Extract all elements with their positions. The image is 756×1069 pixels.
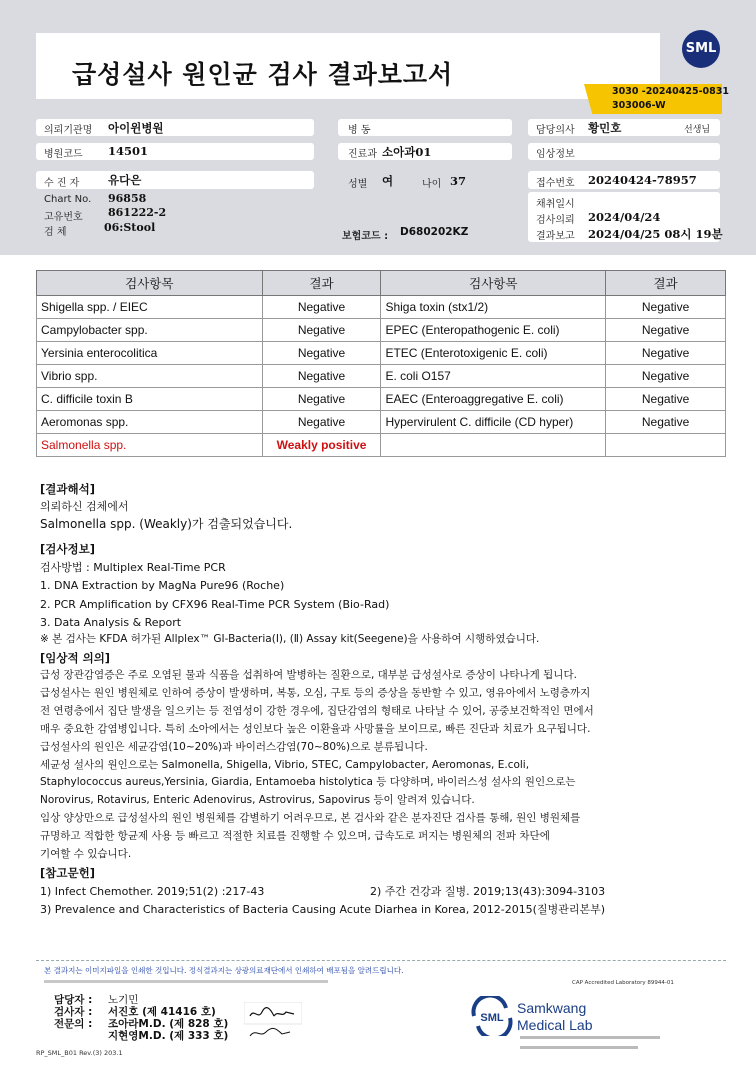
references-heading: [참고문헌] [40,866,95,880]
test-item: Yersinia enterocolitica [37,342,263,365]
doctor-label: 담당의사 [536,125,575,136]
receipt-value: 20240424-78957 [588,173,697,187]
specimen-value: 06:Stool [104,221,156,234]
form-code: RP_SML_B01 Rev.(3) 203.1 [36,1049,123,1057]
header-item: 검사항목 [381,271,606,296]
table-row-positive [37,434,726,457]
test-info-heading: [검사정보] [40,542,95,556]
clinical-meaning-text [40,667,594,864]
test-result: Negative [262,319,381,342]
test-info-line: 1. DNA Extraction by MagNa Pure96 (Roche) [40,579,285,592]
clinical-meaning-line: 기여할 수 있습니다. [40,848,132,861]
test-info-line: 2. PCR Amplification by CFX96 Real-Time PCR System (Bio-Rad) [40,598,390,611]
report-title: 급성설사 원인균 검사 결과보고서 [72,60,454,89]
clinical-meaning-line: 임상 양상만으로 급성설사의 원인 병원체를 감별하기 어려우므로, 본 검사와 같은 분자진단 검사를 통해, 원인 병원체를 [40,812,581,825]
report-code-line1: 3030 -20240425-0831 [612,86,729,97]
age-label: 나이 [422,179,442,190]
test-item [381,434,606,457]
manager-value: 노기민 [108,994,139,1006]
header-item: 검사항목 [37,271,263,296]
request-label: 검사의뢰 [536,215,575,226]
test-item: Vibrio spp. [37,365,263,388]
specialist-value: 지현영M.D. (제 333 호) [108,1030,229,1042]
receipt-label: 접수번호 [536,178,575,189]
test-item: C. difficile toxin B [37,388,263,411]
examiner-label: 검사자 : [54,1006,93,1018]
sex-value: 여 [382,174,394,188]
test-result: Negative [262,388,381,411]
clinical-meaning-line: 급성설사는 원인 병원체로 인하여 증상이 발생하며, 복통, 오심, 구토 등의 증상을 동반할 수 있고, 영유아에서 노령층까지 [40,686,591,699]
insurance-label: 보험코드 : [342,231,389,242]
table-row [37,411,726,434]
interpretation-line: 의뢰하신 검체에서 [40,500,129,513]
test-item: EPEC (Enteropathogenic E. coli) [381,319,606,342]
hospital-code-label: 병원코드 [44,149,83,160]
clinical-meaning-line: Staphylococcus aureus,Yersinia, Giardia, Entamoeba histolytica 등 다양하며, 바이러스성 설사의 원인으로는 [40,776,576,789]
fine-print [44,980,328,983]
svg-text:SML: SML [480,1012,504,1024]
hospital-code-value: 14501 [108,144,149,158]
test-result: Negative [606,365,726,388]
unique-id-label: 고유번호 [44,212,83,223]
test-result: Negative [262,365,381,388]
test-info-line: 3. Data Analysis & Report [40,616,182,629]
test-item: Hypervirulent C. difficile (CD hyper) [381,411,606,434]
test-item: E. coli O157 [381,365,606,388]
test-item: ETEC (Enterotoxigenic E. coli) [381,342,606,365]
manager-label: 담당자 : [54,994,93,1006]
table-row [37,388,726,411]
reference-item: 2) 주간 건강과 질병. 2019;13(43):3094-3103 [370,885,606,898]
test-result [606,434,726,457]
chart-no-label: Chart No. [44,194,92,205]
reference-item: 3) Prevalence and Characteristics of Bacteria Causing Acute Diarhea in Korea, 2012-2015(질병관리본부) [40,903,606,916]
clinical-meaning-line: Norovirus, Rotavirus, Enteric Adenovirus, Astrovirus, Sapovirus 등이 알려져 있습니다. [40,794,475,807]
patient-name-label: 수 진 자 [44,178,80,189]
interpretation-line: Salmonella spp. (Weakly)가 검출되었습니다. [40,517,293,531]
specimen-label: 검 체 [44,227,67,238]
clinical-meaning-heading: [임상적 의의] [40,651,111,665]
test-result: Weakly positive [262,434,381,457]
reference-item: 1) Infect Chemother. 2019;51(2) :217-43 [40,885,265,898]
cap-accreditation: CAP Accredited Laboratory 89944-01 [572,980,674,986]
test-item: Shigella spp. / EIEC [37,296,263,319]
test-result: Negative [262,342,381,365]
table-row [37,296,726,319]
dept-value: 소아과01 [382,145,432,159]
interpretation-heading: [결과해석] [40,482,95,496]
chart-no-value: 96858 [108,192,147,205]
institution-label: 의뢰기관명 [44,125,93,136]
unique-id-value: 861222-2 [108,206,167,219]
header-result: 결과 [262,271,381,296]
table-row [37,342,726,365]
test-result: Negative [606,296,726,319]
company-name: Samkwang [517,1000,587,1016]
insurance-value: D680202KZ [400,226,469,238]
samkwang-logo-icon [470,996,514,1036]
test-result: Negative [262,411,381,434]
address-text [520,1036,660,1039]
results-table-header [37,271,726,296]
collect-label: 채취일시 [536,199,575,210]
test-info-line: ※ 본 검사는 KFDA 허가된 Allplex™ GI-Bacteria(Ⅰ), (Ⅱ) Assay kit(Seegene)을 사용하여 시행하였습니다. [40,633,540,645]
clinical-meaning-line: 급성설사의 원인은 세균감염(10~20%)과 바이러스감염(70~80%)으로 분류됩니다. [40,740,428,753]
test-result: Negative [606,388,726,411]
header-result: 결과 [606,271,726,296]
company-name: Medical Lab [517,1017,593,1033]
clinical-meaning-line: 세균성 설사의 원인으로는 Salmonella, Shigella, Vibrio, STEC, Campylobacter, Aeromonas, E.coli, [40,758,530,771]
test-item: Aeromonas spp. [37,411,263,434]
institution-value: 아이윈병원 [108,121,164,135]
dept-label: 진료과 [348,149,377,160]
clinical-meaning-line: 규명하고 적합한 항균제 사용 등 빠르고 적절한 치료를 진행할 수 있으며, 급속도로 퍼지는 병원체의 전파 차단에 [40,830,550,843]
clinical-meaning-line: 전 연령층에서 집단 발생을 일으키는 등 전염성이 강한 경우에, 집단감염의 형태로 나타날 수 있어, 공중보건학적인 면에서 [40,704,594,717]
address-text [520,1046,638,1049]
ward-label: 병 동 [348,125,371,136]
test-result: Negative [606,411,726,434]
examiner-value: 서진호 (제 41416 호) [108,1006,216,1018]
clinical-label: 임상정보 [536,149,575,160]
doctor-suffix: 선생님 [684,125,711,135]
patient-name-value: 유다은 [108,173,142,187]
report-code-line2: 303006-W [612,100,666,111]
result-date-label: 결과보고 [536,231,575,242]
doctor-value: 황민호 [588,121,622,135]
signature-icon [244,1002,302,1042]
specialist-value: 조아라M.D. (제 828 호) [108,1018,229,1030]
results-table [36,270,726,457]
table-row [37,319,726,342]
test-result: Negative [606,319,726,342]
footer-divider [36,960,726,961]
age-value: 37 [450,174,467,188]
specialist-label: 전문의 : [54,1018,93,1030]
table-row [37,365,726,388]
test-item: EAEC (Enteroaggregative E. coli) [381,388,606,411]
test-result: Negative [606,342,726,365]
result-date-value: 2024/04/25 08시 19분 [588,227,723,241]
footer-notice: 본 결과지는 이미지파일을 인쇄한 것입니다. 정식결과지는 상광의료재단에서 인쇄하여 배포됨을 알려드립니다. [44,966,404,975]
clinical-meaning-line: 급성 장관감염증은 주로 오염된 물과 식품을 섭취하여 발병하는 질환으로, 대부분 급성설사로 증상이 나타나게 됩니다. [40,669,577,681]
test-item: Campylobacter spp. [37,319,263,342]
sml-logo-icon: SML [682,30,720,68]
request-value: 2024/04/24 [588,210,661,224]
test-item: Shiga toxin (stx1/2) [381,296,606,319]
sex-label: 성별 [348,179,368,190]
clinical-meaning-line: 매우 중요한 감염병입니다. 특히 소아에서는 성인보다 높은 이환율과 사망률을 보이므로, 빠른 진단과 치료가 요구됩니다. [40,722,591,735]
test-result: Negative [262,296,381,319]
test-info-line: 검사방법 : Multiplex Real-Time PCR [40,561,226,574]
test-item: Salmonella spp. [37,434,263,457]
